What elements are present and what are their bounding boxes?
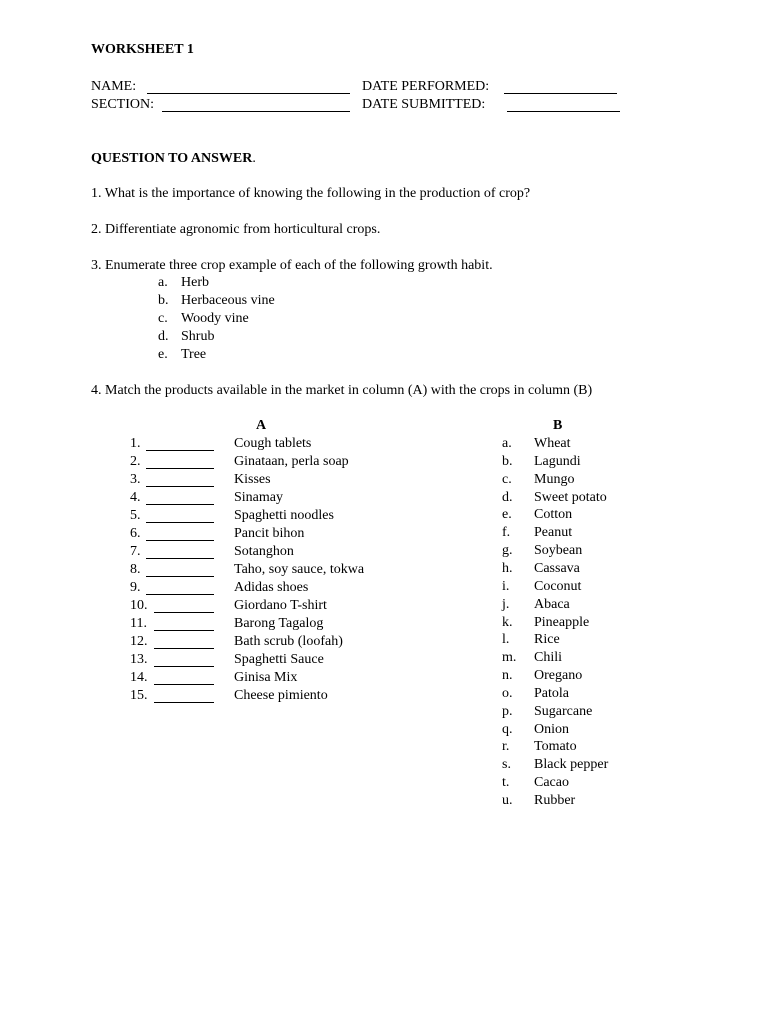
crop-name: Cacao (534, 775, 569, 791)
item-number: 1. (130, 436, 141, 451)
growth-habit-item: Herbaceous vine (181, 293, 275, 308)
product-name: Pancit bihon (234, 526, 305, 541)
item-number: 8. (130, 562, 141, 577)
crop-letter: m. (502, 650, 517, 666)
product-name: Ginisa Mix (234, 670, 298, 685)
answer-blank[interactable] (154, 630, 214, 631)
product-name: Ginataan, perla soap (234, 454, 349, 469)
date-performed-label: DATE PERFORMED: (362, 79, 490, 94)
answer-blank[interactable] (154, 648, 214, 649)
growth-habit-letter: e. (158, 347, 168, 362)
crop-name: Patola (534, 685, 569, 701)
date-submitted-label: DATE SUBMITTED: (362, 97, 486, 112)
crop-letter: b. (502, 453, 513, 469)
crop-name: Pineapple (534, 614, 590, 630)
crop-name: Wheat (534, 436, 571, 451)
product-name: Cheese pimiento (234, 688, 328, 703)
crop-letter: h. (502, 560, 513, 576)
question-2: 2. Differentiate agronomic from horticultural crops. (91, 222, 381, 237)
product-name: Barong Tagalog (234, 616, 324, 631)
answer-blank[interactable] (146, 486, 214, 487)
crop-name: Soybean (534, 543, 583, 559)
crop-letter: k. (502, 614, 513, 630)
crop-name: Rice (534, 632, 560, 648)
date-submitted-field[interactable] (507, 111, 620, 112)
crop-letter: u. (502, 793, 513, 808)
date-performed-field[interactable] (504, 93, 617, 94)
product-name: Sotanghon (234, 544, 294, 559)
crop-letter: q. (502, 721, 513, 737)
crop-letter: j. (502, 596, 510, 612)
crop-letter: r. (502, 739, 510, 755)
section-field[interactable] (162, 111, 350, 112)
answer-blank[interactable] (154, 684, 214, 685)
crop-name: Lagundi (534, 453, 581, 469)
item-number: 2. (130, 454, 141, 469)
item-number: 13. (130, 652, 148, 667)
answer-blank[interactable] (146, 576, 214, 577)
item-number: 15. (130, 688, 148, 703)
product-name: Taho, soy sauce, tokwa (234, 562, 365, 577)
crop-letter: a. (502, 436, 512, 451)
crop-name: Onion (534, 721, 569, 737)
name-label: NAME: (91, 79, 137, 94)
answer-blank[interactable] (154, 666, 214, 667)
item-number: 9. (130, 580, 141, 595)
growth-habit-letter: a. (158, 275, 168, 290)
crop-name: Coconut (534, 578, 582, 594)
item-number: 3. (130, 472, 141, 487)
crop-letter: o. (502, 685, 513, 701)
crop-letter: g. (502, 543, 513, 559)
answer-blank[interactable] (146, 468, 214, 469)
crop-letter: p. (502, 703, 513, 719)
product-name: Bath scrub (loofah) (234, 634, 343, 649)
column-a-header: A (256, 418, 267, 433)
crop-name: Cassava (534, 560, 580, 576)
item-number: 6. (130, 526, 141, 541)
crop-name: Tomato (534, 739, 577, 755)
answer-blank[interactable] (154, 702, 214, 703)
crop-name: Peanut (534, 525, 573, 541)
name-field[interactable] (147, 93, 350, 94)
crop-name: Cotton (534, 507, 573, 523)
growth-habit-item: Woody vine (181, 311, 249, 326)
section-heading-period: . (252, 151, 256, 166)
item-number: 12. (130, 634, 148, 649)
crop-letter: c. (502, 471, 512, 487)
answer-blank[interactable] (146, 540, 214, 541)
crop-letter: d. (502, 489, 513, 505)
section-heading (91, 150, 256, 168)
item-number: 5. (130, 508, 141, 523)
crop-name: Oregano (534, 668, 583, 684)
section-heading-text: QUESTION TO ANSWER (91, 151, 253, 166)
question-4: 4. Match the products available in the market in column (A) with the crops in column (B) (91, 383, 593, 398)
crop-letter: s. (502, 757, 511, 773)
item-number: 10. (130, 598, 148, 613)
product-name: Giordano T-shirt (234, 598, 327, 613)
answer-blank[interactable] (146, 594, 214, 595)
product-name: Adidas shoes (234, 580, 309, 595)
crop-name: Sugarcane (534, 703, 593, 719)
item-number: 11. (130, 616, 147, 631)
growth-habit-item: Shrub (181, 329, 215, 344)
growth-habit-letter: c. (158, 311, 168, 326)
answer-blank[interactable] (154, 612, 214, 613)
growth-habit-letter: d. (158, 329, 169, 344)
crop-letter: f. (502, 525, 511, 541)
answer-blank[interactable] (146, 558, 214, 559)
section-label: SECTION: (91, 97, 154, 112)
growth-habit-item: Herb (181, 275, 209, 290)
crop-letter: e. (502, 507, 512, 523)
answer-blank[interactable] (146, 504, 214, 505)
answer-blank[interactable] (146, 450, 214, 451)
crop-letter: t. (502, 775, 510, 791)
product-name: Cough tablets (234, 436, 312, 451)
question-3: 3. Enumerate three crop example of each of the following growth habit. (91, 258, 493, 273)
crop-letter: n. (502, 668, 513, 684)
crop-name: Abaca (534, 596, 570, 612)
crop-name: Black pepper (534, 757, 609, 773)
item-number: 14. (130, 670, 148, 685)
product-name: Sinamay (234, 490, 283, 505)
crop-letter: l. (502, 632, 510, 648)
growth-habit-letter: b. (158, 293, 169, 308)
product-name: Kisses (234, 472, 271, 487)
crop-name: Mungo (534, 471, 575, 487)
worksheet-title: WORKSHEET 1 (91, 42, 194, 57)
answer-blank[interactable] (146, 522, 214, 523)
item-number: 7. (130, 544, 141, 559)
crop-name: Chili (534, 650, 563, 666)
crop-letter: i. (502, 578, 510, 594)
column-b-header: B (553, 418, 563, 433)
product-name: Spaghetti noodles (234, 508, 334, 523)
item-number: 4. (130, 490, 141, 505)
question-1: 1. What is the importance of knowing the following in the production of crop? (91, 186, 531, 201)
product-name: Spaghetti Sauce (234, 652, 324, 667)
growth-habit-item: Tree (181, 347, 207, 362)
crop-name: Sweet potato (534, 489, 607, 505)
crop-name: Rubber (534, 793, 576, 808)
